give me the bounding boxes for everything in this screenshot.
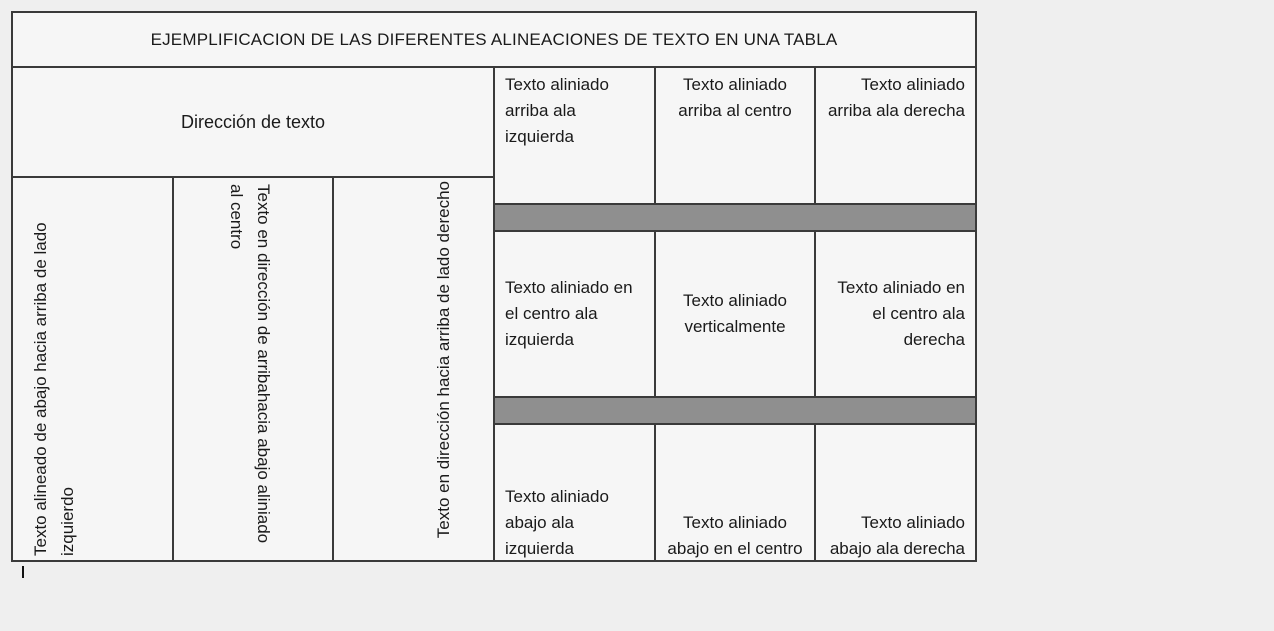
cell-bottom-center <box>656 425 816 562</box>
rotated-text-upward-right: Texto en dirección hacia arriba de lado derecho <box>434 181 453 539</box>
rotated-cell-center <box>174 178 334 562</box>
cell-text: Texto aliniado abajo ala izquierda <box>505 487 609 558</box>
cell-middle-center <box>656 232 816 398</box>
rotated-cell-left <box>13 178 174 562</box>
cell-bottom-right <box>816 425 975 562</box>
cell-top-center <box>656 68 816 205</box>
cell-text: Texto aliniado en el centro ala derecha <box>837 278 965 349</box>
rotated-cell-right <box>334 178 495 562</box>
cell-text: Texto aliniado arriba ala derecha <box>827 75 965 120</box>
cell-top-left <box>495 68 656 205</box>
cell-text: Texto aliniado abajo ala derecha <box>829 513 965 558</box>
cell-top-right <box>816 68 975 205</box>
cell-text: Texto aliniado arriba al centro <box>678 75 792 120</box>
cell-text: Texto aliniado arriba ala izquierda <box>505 75 609 146</box>
text-cursor <box>22 566 24 578</box>
cell-middle-right <box>816 232 975 398</box>
rotated-text-bottom-to-top: Texto alineado de abajo hacia arriba de lado izquierdo <box>31 222 77 556</box>
cell-text: Texto aliniado en el centro ala izquierda <box>505 278 633 349</box>
table-title: EJEMPLIFICACION DE LAS DIFERENTES ALINEACIONES DE TEXTO EN UNA TABLA <box>13 13 975 68</box>
rotated-text-top-to-bottom: Texto en dirección de arribahacia abajo aliniado al centro <box>227 184 273 544</box>
cell-bottom-left <box>495 425 656 562</box>
gray-separator-row <box>495 205 975 232</box>
cell-text: Texto aliniado verticalmente <box>683 291 787 336</box>
cell-text: Texto aliniado abajo en el centro <box>667 513 803 558</box>
direction-header: Dirección de texto <box>13 68 495 178</box>
gray-separator-row <box>495 398 975 425</box>
cell-middle-left <box>495 232 656 398</box>
alignment-table <box>11 11 977 562</box>
